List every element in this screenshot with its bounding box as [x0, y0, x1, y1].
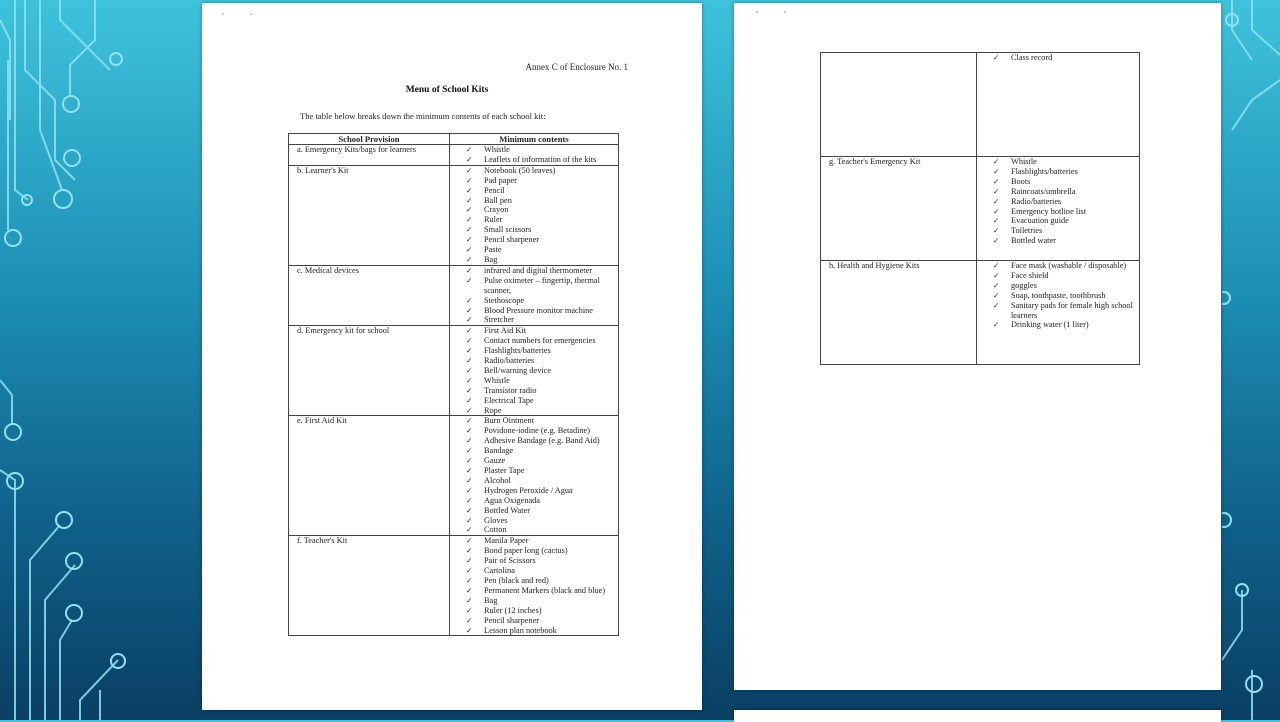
list-item: ✓ Flashlights/batteries	[993, 167, 1139, 177]
list-item: ✓ Hydrogen Peroxide / Agua	[466, 486, 618, 496]
list-item: ✓ Adhesive Bandage (e.g. Band Aid)	[466, 436, 618, 446]
list-item: ✓ Ball pen	[466, 196, 618, 206]
table-row	[821, 53, 1140, 157]
contents-list	[977, 53, 1139, 63]
provision-label: e. First Aid Kit	[297, 416, 347, 426]
table-row	[821, 261, 1140, 365]
list-item: ✓ Paste	[466, 245, 618, 255]
annex-label: Annex C of Enclosure No. 1	[525, 62, 628, 72]
list-item: ✓ Alcohol	[466, 476, 618, 486]
contents-cell	[450, 416, 619, 536]
list-item: ✓ Gauze	[466, 456, 618, 466]
list-item: ✓ Contact numbers for emergencies	[466, 336, 618, 346]
provision-cell	[289, 326, 450, 416]
table-row	[821, 157, 1140, 261]
list-item: ✓ Emergency hotline list	[993, 207, 1139, 217]
scan-dot	[250, 13, 252, 15]
list-item: ✓ Radio/batteries	[466, 356, 618, 366]
list-item: ✓ Permanent Markers (black and blue)	[466, 586, 618, 596]
list-item: ✓ Raincoats/umbrella	[993, 187, 1139, 197]
list-item: ✓ Class record	[993, 53, 1139, 63]
scan-dot	[784, 11, 786, 13]
list-item: ✓ Gloves	[466, 516, 618, 526]
list-item: ✓ Whistle	[993, 157, 1139, 167]
list-item: ✓ Cotton	[466, 525, 618, 535]
contents-cell	[450, 145, 619, 166]
list-item: ✓ Pencil	[466, 186, 618, 196]
list-item: ✓ Stethoscope	[466, 296, 618, 306]
list-item: ✓ Bell/warning device	[466, 366, 618, 376]
list-item: ✓ Drinking water (1 liter)	[993, 320, 1139, 330]
table-row	[289, 145, 619, 166]
provision-label: h. Health and Hygiene Kits	[829, 261, 920, 270]
list-item: ✓ Agua Oxigenada	[466, 496, 618, 506]
list-item: ✓ Cartolina	[466, 566, 618, 576]
list-item: ✓ Rope	[466, 406, 618, 416]
table-row	[289, 165, 619, 265]
list-item: ✓ Small scissors	[466, 225, 618, 235]
provision-cell	[821, 157, 977, 261]
provision-cell	[821, 53, 977, 157]
list-item: ✓ Pencil sharpener	[466, 616, 618, 626]
list-item: ✓ First Aid Kit	[466, 326, 618, 336]
list-item: ✓ Pulse oximeter – fingertip, thermal scanner,	[466, 276, 618, 296]
table-row	[289, 265, 619, 325]
circuit-decoration-left	[0, 0, 202, 720]
provision-label: a. Emergency Kits/bags for learners	[297, 145, 416, 154]
list-item: ✓ Soap, toothpaste, toothbrush	[993, 291, 1139, 301]
contents-list	[450, 266, 618, 325]
list-item: ✓ Stretcher	[466, 315, 618, 325]
provision-label: b. Learner's Kit	[297, 165, 349, 175]
list-item: ✓ Pen (black and red)	[466, 576, 618, 586]
list-item: ✓ Pad paper	[466, 176, 618, 186]
contents-cell	[977, 157, 1140, 261]
list-item: ✓ Povidone-iodine (e.g. Betadine)	[466, 426, 618, 436]
provision-cell	[289, 165, 450, 265]
provision-label: f. Teacher's Kit	[297, 536, 348, 546]
list-item: ✓ Flashlights/batteries	[466, 346, 618, 356]
list-item: ✓ Sanitary pads for female high school learners	[993, 301, 1139, 321]
table-row	[289, 536, 619, 636]
document-page-3	[734, 710, 1221, 722]
contents-list	[977, 157, 1139, 246]
list-item: ✓ Bag	[466, 255, 618, 265]
contents-list	[977, 261, 1139, 330]
provision-label: d. Emergency kit for school	[297, 326, 390, 336]
list-item: ✓ Pair of Scissors	[466, 556, 618, 566]
list-item: ✓ goggles	[993, 281, 1139, 291]
list-item: ✓ Bond paper long (cactus)	[466, 546, 618, 556]
provision-cell	[289, 416, 450, 536]
list-item: ✓ Burn Ointment	[466, 416, 618, 426]
table-row	[289, 416, 619, 536]
header-school-provision: School Provision	[289, 134, 450, 145]
list-item: ✓ Transistor radio	[466, 386, 618, 396]
contents-list	[450, 416, 618, 535]
list-item: ✓ Bottled Water	[466, 506, 618, 516]
list-item: ✓ Face shield	[993, 271, 1139, 281]
provision-cell	[289, 536, 450, 636]
list-item: ✓ Ruler	[466, 215, 618, 225]
list-item: ✓ Whistle	[466, 145, 618, 155]
list-item: ✓ Bandage	[466, 446, 618, 456]
list-item: ✓ Bag	[466, 596, 618, 606]
list-item: ✓ Radio/batteries	[993, 197, 1139, 207]
list-item: ✓ Manila Paper	[466, 536, 618, 546]
provision-label: g. Teacher's Emergency Kit	[829, 157, 921, 166]
contents-cell	[977, 261, 1140, 365]
contents-list	[450, 145, 618, 165]
list-item: ✓ Ruler (12 inches)	[466, 606, 618, 616]
contents-cell	[450, 536, 619, 636]
list-item: ✓ Face mask (washable / disposable)	[993, 261, 1139, 271]
provision-cell	[289, 145, 450, 166]
list-item: ✓ Leaflets of information of the kits	[466, 155, 618, 165]
page-title: Menu of School Kits	[405, 85, 489, 95]
contents-list	[450, 166, 618, 265]
contents-list	[450, 536, 618, 635]
contents-list	[450, 326, 618, 415]
list-item: ✓ Evacuation guide	[993, 216, 1139, 226]
list-item: ✓ Lesson plan notebook	[466, 626, 618, 636]
list-item: ✓ infrared and digital thermometer	[466, 266, 618, 276]
provision-cell	[289, 265, 450, 325]
school-kits-table	[288, 133, 619, 636]
contents-cell	[450, 165, 619, 265]
list-item: ✓ Plaster Tape	[466, 466, 618, 476]
contents-cell	[450, 326, 619, 416]
table-row	[289, 326, 619, 416]
contents-cell	[450, 265, 619, 325]
list-item: ✓ Bottled water	[993, 236, 1139, 246]
intro-text: The table below breaks down the minimum contents of each school kit:	[300, 111, 546, 121]
list-item: ✓ Electrical Tape	[466, 396, 618, 406]
list-item: ✓ Blood Pressure monitor machine	[466, 306, 618, 316]
list-item: ✓ Pencil sharpener	[466, 235, 618, 245]
provision-cell	[821, 261, 977, 365]
school-kits-table-continued	[820, 52, 1140, 365]
header-minimum-contents: Minimum contents	[450, 134, 619, 145]
list-item: ✓ Notebook (50 leaves)	[466, 166, 618, 176]
scan-dot	[222, 13, 224, 15]
list-item: ✓ Boots	[993, 177, 1139, 187]
list-item: ✓ Whistle	[466, 376, 618, 386]
contents-cell	[977, 53, 1140, 157]
circuit-decoration-right	[1222, 0, 1280, 720]
list-item: ✓ Crayon	[466, 205, 618, 215]
provision-label: c. Medical devices	[297, 265, 359, 275]
list-item: ✓ Toiletries	[993, 226, 1139, 236]
scan-dot	[756, 11, 758, 13]
